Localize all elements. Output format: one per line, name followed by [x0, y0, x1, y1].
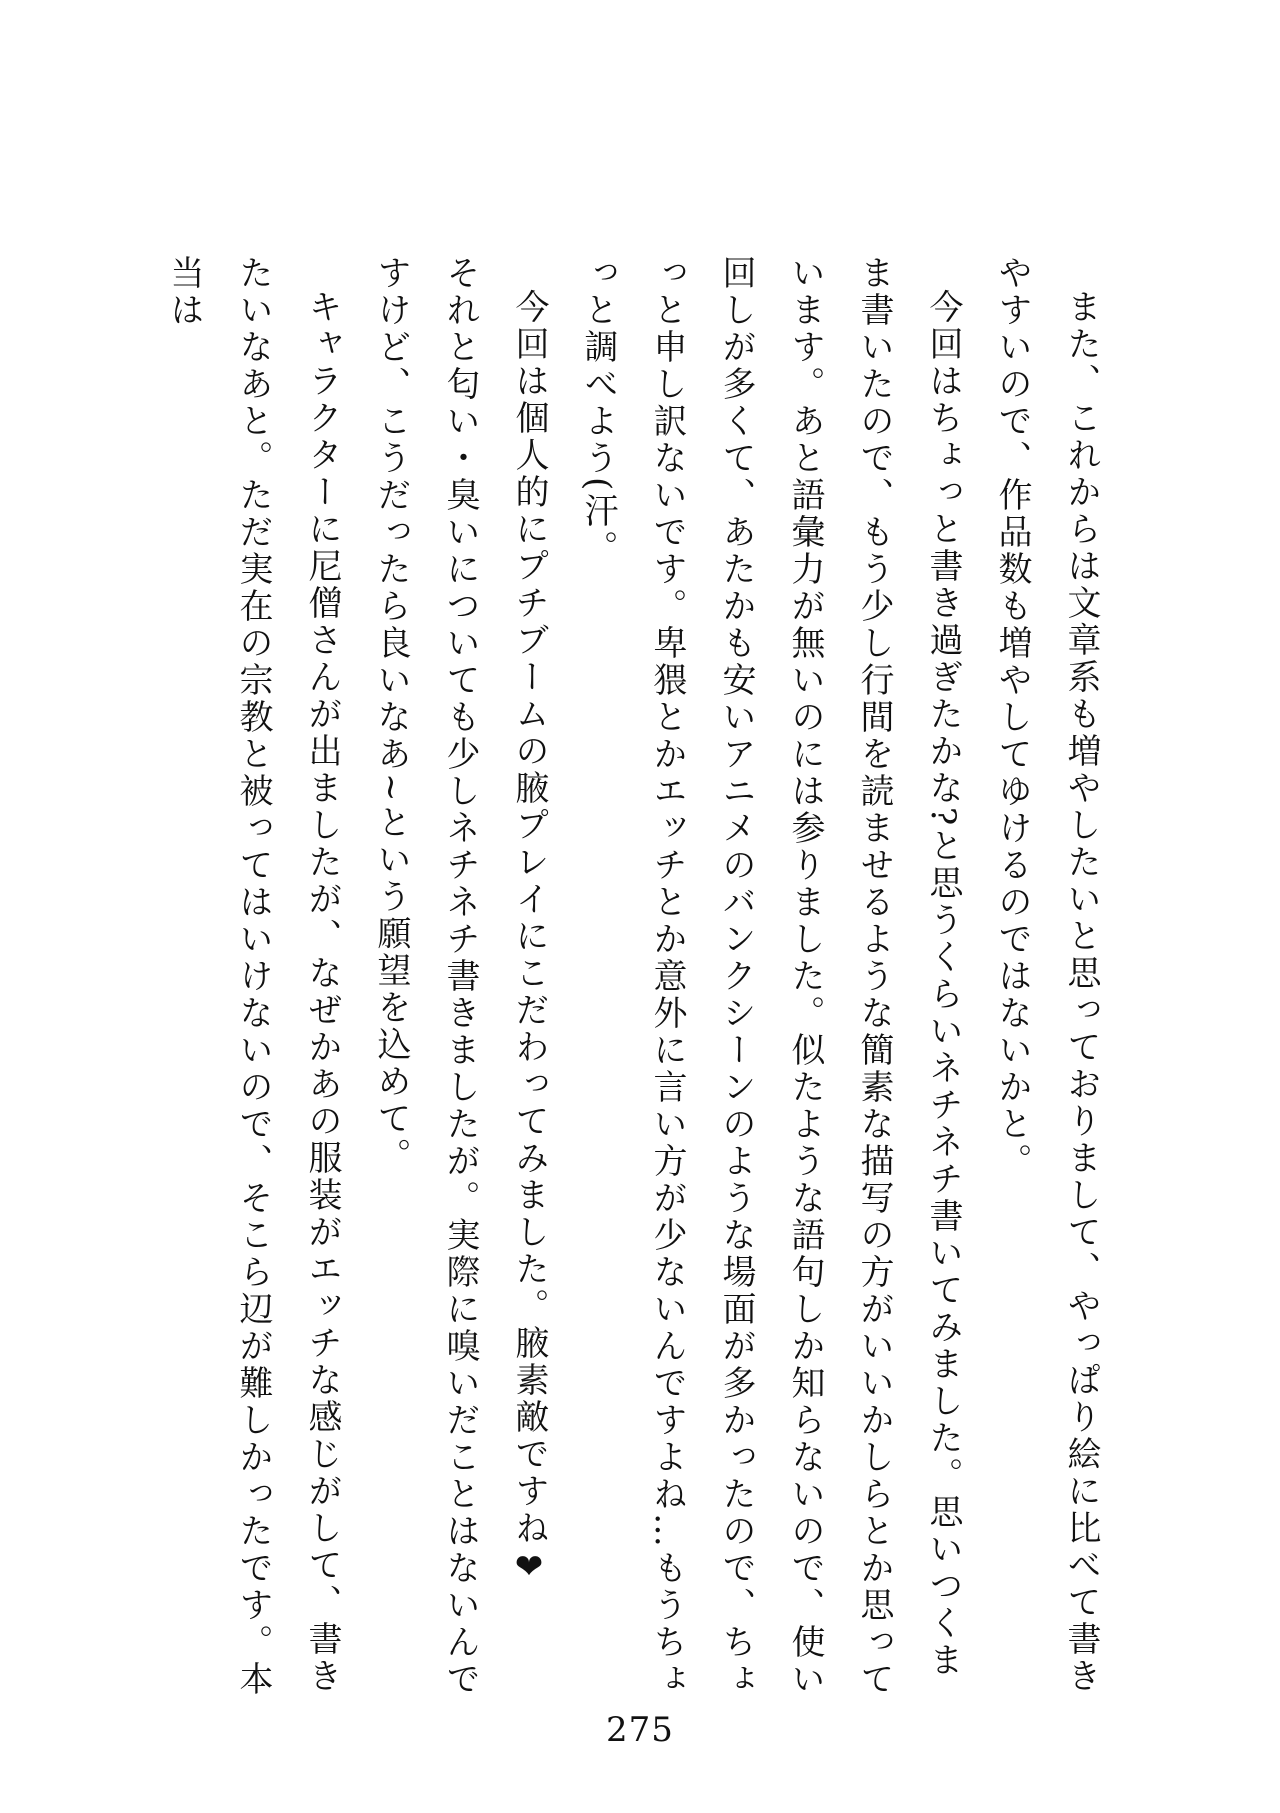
vertical-text-block [149, 255, 1115, 1705]
paragraph-1: また、これからは文章系も増やしたいと思っておりまして、やっぱり絵に比べて書きやすいので、作品数も増やしてゆけるのではないかと。 [992, 255, 1101, 1695]
paragraph-4: それと匂い・臭いについても少しネチネチ書きましたが。実際に嗅いだことはないんですけど、こうだったら良いなあ~という願望を込めて。 [371, 255, 480, 1698]
paragraph-3: 今回は個人的にプチブームの腋プレイにこだわってみました。腋素敵ですね❤ [509, 289, 549, 1590]
paragraph-2: 今回はちょっと書き過ぎたかな?と思うくらいネチネチ書いてみました。思いつくまま書いたので、もう少し行間を読ませるような簡素な描写の方がいいかしらとか思っています。あと語彙力が無いのには参りました。似たような語句しか知らないので、使い回しが多くて、あたかも安いアニメのバンクシーンのような場面が多かったので、ちょっと申し訳ないです。卑猥とかエッチとか意外に言い方が少ないんですよね…もうちょっと調べよう(汗。 [578, 255, 963, 1698]
paragraph-5: キャラクターに尼僧さんが出ましたが、なぜかあの服装がエッチな感じがして、書きたいなあと。ただ実在の宗教と被ってはいけないので、そこら辺が難しかったです。本当は [164, 255, 342, 1698]
page-number: 275 [606, 1710, 674, 1750]
